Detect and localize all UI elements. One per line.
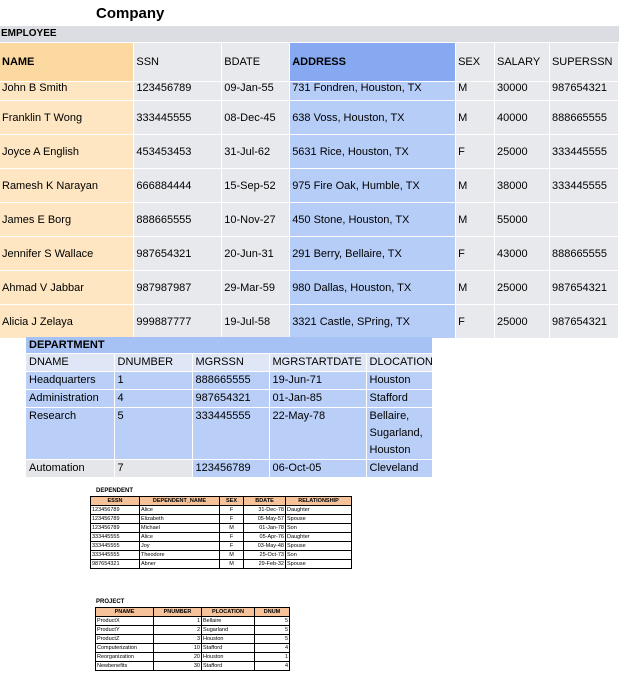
project-col-plocation[interactable]: PLOCATION bbox=[202, 608, 255, 617]
employee-row-cell: 09-Jan-55 bbox=[222, 82, 290, 101]
employee-row-cell: 08-Dec-45 bbox=[222, 101, 290, 135]
project-row-cell: 20 bbox=[154, 653, 202, 662]
project-row bbox=[96, 662, 290, 671]
department-row-cell: Research bbox=[26, 408, 114, 460]
dependent-row-cell: Abner bbox=[140, 560, 220, 569]
dependent-row-cell: Joy bbox=[140, 542, 220, 551]
employee-row-cell: 38000 bbox=[495, 169, 550, 203]
dependent-row-cell: M bbox=[220, 551, 244, 560]
dependent-row-cell: 333445555 bbox=[91, 551, 140, 560]
employee-table bbox=[0, 43, 619, 338]
department-row-cell: 7 bbox=[114, 460, 192, 478]
project-row-cell: 4 bbox=[255, 644, 290, 653]
department-col-dnumber[interactable]: DNUMBER bbox=[114, 354, 192, 372]
department-row bbox=[26, 460, 432, 478]
dependent-row-cell: 987654321 bbox=[91, 560, 140, 569]
dependent-row-cell: M bbox=[220, 560, 244, 569]
department-row-cell: 1 bbox=[114, 372, 192, 390]
employee-row-cell: 25000 bbox=[495, 305, 550, 339]
employee-col-address[interactable]: ADDRESS bbox=[290, 43, 456, 82]
employee-header-row bbox=[0, 43, 619, 82]
project-row-cell: 1 bbox=[255, 653, 290, 662]
project-row-cell: Newbenefits bbox=[96, 662, 154, 671]
department-row-cell: Automation bbox=[26, 460, 114, 478]
employee-row-cell: 333445555 bbox=[549, 135, 618, 169]
employee-row-cell: 888665555 bbox=[549, 237, 618, 271]
employee-row bbox=[0, 271, 619, 305]
employee-row-cell: M bbox=[456, 101, 495, 135]
employee-row-cell: M bbox=[456, 203, 495, 237]
department-table-label: DEPARTMENT bbox=[26, 337, 432, 353]
employee-table-label: EMPLOYEE bbox=[0, 26, 619, 42]
project-table-label: PROJECT bbox=[96, 599, 125, 605]
project-row-cell: Sugarland bbox=[202, 626, 255, 635]
department-row-cell: Administration bbox=[26, 390, 114, 408]
project-row-cell: 4 bbox=[255, 662, 290, 671]
dependent-col-relationship[interactable]: RELATIONSHIP bbox=[286, 497, 352, 506]
dependent-table bbox=[90, 496, 352, 569]
dependent-row-cell: 123456789 bbox=[91, 515, 140, 524]
dependent-row-cell: 333445555 bbox=[91, 533, 140, 542]
project-row bbox=[96, 635, 290, 644]
project-row-cell: Computerization bbox=[96, 644, 154, 653]
employee-row bbox=[0, 305, 619, 339]
dependent-header-row bbox=[91, 497, 352, 506]
dependent-row-cell: 31-Dec-78 bbox=[244, 506, 286, 515]
employee-row-cell: 40000 bbox=[495, 101, 550, 135]
employee-row-cell: 5631 Rice, Houston, TX bbox=[290, 135, 456, 169]
dependent-row-cell: 123456789 bbox=[91, 506, 140, 515]
employee-row-cell: John B Smith bbox=[0, 82, 134, 101]
dependent-row-cell: Daughter bbox=[286, 506, 352, 515]
employee-row-cell: 666884444 bbox=[134, 169, 222, 203]
dependent-col-essn[interactable]: ESSN bbox=[91, 497, 140, 506]
dependent-row-cell: Spouse bbox=[286, 560, 352, 569]
project-row-cell: 5 bbox=[255, 617, 290, 626]
employee-row bbox=[0, 82, 619, 101]
employee-row-cell: 20-Jun-31 bbox=[222, 237, 290, 271]
project-row-cell: ProductZ bbox=[96, 635, 154, 644]
employee-row-cell: James E Borg bbox=[0, 203, 134, 237]
department-row-cell: 333445555 bbox=[192, 408, 269, 460]
department-row bbox=[26, 390, 432, 408]
employee-row-cell: 333445555 bbox=[549, 169, 618, 203]
employee-row bbox=[0, 101, 619, 135]
dependent-row-cell: 333445555 bbox=[91, 542, 140, 551]
department-row-cell: Cleveland bbox=[366, 460, 432, 478]
project-col-dnum[interactable]: DNUM bbox=[255, 608, 290, 617]
dependent-row-cell: F bbox=[220, 506, 244, 515]
employee-row bbox=[0, 237, 619, 271]
project-row-cell: Reorganization bbox=[96, 653, 154, 662]
employee-row-cell: 55000 bbox=[495, 203, 550, 237]
dependent-row-cell: Spouse bbox=[286, 515, 352, 524]
project-row-cell: 30 bbox=[154, 662, 202, 671]
dependent-row-cell: F bbox=[220, 533, 244, 542]
department-row-cell: Stafford bbox=[366, 390, 432, 408]
project-row-cell: Stafford bbox=[202, 644, 255, 653]
project-row-cell: 1 bbox=[154, 617, 202, 626]
dependent-row-cell: 05-Apr-76 bbox=[244, 533, 286, 542]
employee-row-cell: Jennifer S Wallace bbox=[0, 237, 134, 271]
department-row-cell: 4 bbox=[114, 390, 192, 408]
department-row-cell: 06-Oct-05 bbox=[269, 460, 366, 478]
department-row-cell: 19-Jun-71 bbox=[269, 372, 366, 390]
employee-row-cell: Ahmad V Jabbar bbox=[0, 271, 134, 305]
department-table bbox=[26, 353, 433, 477]
employee-col-ssn[interactable]: SSN bbox=[134, 43, 222, 82]
employee-row-cell: M bbox=[456, 82, 495, 101]
employee-row-cell: 999887777 bbox=[134, 305, 222, 339]
department-row-cell: 987654321 bbox=[192, 390, 269, 408]
department-row-cell: 123456789 bbox=[192, 460, 269, 478]
employee-row-cell: 30000 bbox=[495, 82, 550, 101]
dependent-col-bdate[interactable]: BDATE bbox=[244, 497, 286, 506]
employee-row-cell: 453453453 bbox=[134, 135, 222, 169]
dependent-row bbox=[91, 506, 352, 515]
employee-row-cell: 25000 bbox=[495, 135, 550, 169]
department-header-row bbox=[26, 354, 432, 372]
project-row-cell: 5 bbox=[255, 635, 290, 644]
project-row-cell: Houston bbox=[202, 635, 255, 644]
project-col-pname[interactable]: PNAME bbox=[96, 608, 154, 617]
employee-col-superssn[interactable]: SUPERSSN bbox=[549, 43, 618, 82]
employee-row-cell: 987654321 bbox=[549, 82, 618, 101]
dependent-row-cell: Spouse bbox=[286, 542, 352, 551]
employee-row-cell: Ramesh K Narayan bbox=[0, 169, 134, 203]
dependent-row-cell: Alice bbox=[140, 506, 220, 515]
department-row-cell: Houston bbox=[366, 372, 432, 390]
employee-row bbox=[0, 135, 619, 169]
department-section bbox=[26, 337, 432, 477]
employee-row-cell: Joyce A English bbox=[0, 135, 134, 169]
project-row-cell: 2 bbox=[154, 626, 202, 635]
project-row-cell: 10 bbox=[154, 644, 202, 653]
project-row bbox=[96, 653, 290, 662]
dependent-row-cell: Daughter bbox=[286, 533, 352, 542]
employee-row-cell: 987654321 bbox=[549, 271, 618, 305]
project-row-cell: 5 bbox=[255, 626, 290, 635]
employee-row-cell: M bbox=[456, 169, 495, 203]
employee-row-cell: 3321 Castle, SPring, TX bbox=[290, 305, 456, 339]
employee-row-cell: 987654321 bbox=[549, 305, 618, 339]
dependent-row-cell: Theodore bbox=[140, 551, 220, 560]
employee-row-cell: 975 Fire Oak, Humble, TX bbox=[290, 169, 456, 203]
employee-row-cell: 333445555 bbox=[134, 101, 222, 135]
project-row bbox=[96, 644, 290, 653]
employee-row-cell: 987987987 bbox=[134, 271, 222, 305]
department-row bbox=[26, 408, 432, 460]
project-row-cell: ProductY bbox=[96, 626, 154, 635]
dependent-row-cell: F bbox=[220, 515, 244, 524]
dependent-row bbox=[91, 533, 352, 542]
employee-row-cell: 450 Stone, Houston, TX bbox=[290, 203, 456, 237]
dependent-row bbox=[91, 560, 352, 569]
department-col-mgrssn[interactable]: MGRSSN bbox=[192, 354, 269, 372]
dependent-col-sex[interactable]: SEX bbox=[220, 497, 244, 506]
project-row-cell: Stafford bbox=[202, 662, 255, 671]
dependent-row bbox=[91, 551, 352, 560]
dependent-row-cell: Son bbox=[286, 524, 352, 533]
employee-row-cell: 123456789 bbox=[134, 82, 222, 101]
employee-row-cell: 731 Fondren, Houston, TX bbox=[290, 82, 456, 101]
employee-row-cell: 15-Sep-52 bbox=[222, 169, 290, 203]
dependent-col-name[interactable]: DEPENDENT_NAME bbox=[140, 497, 220, 506]
dependent-row-cell: Michael bbox=[140, 524, 220, 533]
employee-row-cell: F bbox=[456, 135, 495, 169]
dependent-row bbox=[91, 524, 352, 533]
dependent-row-cell: 03-May-48 bbox=[244, 542, 286, 551]
employee-row-cell: 888665555 bbox=[134, 203, 222, 237]
dependent-row-cell: 05-May-57 bbox=[244, 515, 286, 524]
department-row-cell: Headquarters bbox=[26, 372, 114, 390]
page-title: Company bbox=[96, 5, 165, 22]
employee-row bbox=[0, 203, 619, 237]
employee-row-cell: 10-Nov-27 bbox=[222, 203, 290, 237]
department-col-mgrstartdate[interactable]: MGRSTARTDATE bbox=[269, 354, 366, 372]
project-row bbox=[96, 617, 290, 626]
department-row-cell: 01-Jan-85 bbox=[269, 390, 366, 408]
department-row-cell: Bellaire, Sugarland, Houston bbox=[366, 408, 432, 460]
employee-row-cell: 638 Voss, Houston, TX bbox=[290, 101, 456, 135]
employee-row-cell: 29-Mar-59 bbox=[222, 271, 290, 305]
dependent-row-cell: Son bbox=[286, 551, 352, 560]
dependent-row bbox=[91, 542, 352, 551]
dependent-row-cell: 29-Feb-32 bbox=[244, 560, 286, 569]
dependent-row-cell: Alice bbox=[140, 533, 220, 542]
employee-row-cell: 19-Jul-58 bbox=[222, 305, 290, 339]
dependent-row-cell: 123456789 bbox=[91, 524, 140, 533]
project-row-cell: Houston bbox=[202, 653, 255, 662]
department-row-cell: 22-May-78 bbox=[269, 408, 366, 460]
project-row-cell: Bellaire bbox=[202, 617, 255, 626]
department-row bbox=[26, 372, 432, 390]
project-row-cell: ProductX bbox=[96, 617, 154, 626]
project-header-row bbox=[96, 608, 290, 617]
project-col-pnumber[interactable]: PNUMBER bbox=[154, 608, 202, 617]
department-col-dlocation[interactable]: DLOCATION bbox=[366, 354, 432, 372]
department-row-cell: 5 bbox=[114, 408, 192, 460]
employee-col-salary[interactable]: SALARY bbox=[495, 43, 550, 82]
employee-row-cell: 43000 bbox=[495, 237, 550, 271]
employee-row-cell: 291 Berry, Bellaire, TX bbox=[290, 237, 456, 271]
employee-row-cell bbox=[549, 203, 618, 237]
employee-row bbox=[0, 169, 619, 203]
dependent-row bbox=[91, 515, 352, 524]
employee-row-cell: M bbox=[456, 271, 495, 305]
employee-row-cell: F bbox=[456, 305, 495, 339]
employee-row-cell: 980 Dallas, Houston, TX bbox=[290, 271, 456, 305]
employee-row-cell: F bbox=[456, 237, 495, 271]
dependent-row-cell: M bbox=[220, 524, 244, 533]
employee-row-cell: Alicia J Zelaya bbox=[0, 305, 134, 339]
employee-col-sex[interactable]: SEX bbox=[456, 43, 495, 82]
dependent-row-cell: Elizabeth bbox=[140, 515, 220, 524]
employee-row-cell: 31-Jul-62 bbox=[222, 135, 290, 169]
employee-row-cell: Franklin T Wong bbox=[0, 101, 134, 135]
project-table bbox=[95, 607, 290, 671]
employee-row-cell: 888665555 bbox=[549, 101, 618, 135]
project-row bbox=[96, 626, 290, 635]
employee-col-name[interactable]: NAME bbox=[0, 43, 134, 82]
dependent-table-label: DEPENDENT bbox=[96, 488, 134, 494]
department-row-cell: 888665555 bbox=[192, 372, 269, 390]
dependent-row-cell: F bbox=[220, 542, 244, 551]
employee-row-cell: 987654321 bbox=[134, 237, 222, 271]
project-row-cell: 3 bbox=[154, 635, 202, 644]
dependent-row-cell: 25-Oct-73 bbox=[244, 551, 286, 560]
department-col-dname[interactable]: DNAME bbox=[26, 354, 114, 372]
employee-row-cell: 25000 bbox=[495, 271, 550, 305]
employee-col-bdate[interactable]: BDATE bbox=[222, 43, 290, 82]
dependent-row-cell: 01-Jan-78 bbox=[244, 524, 286, 533]
